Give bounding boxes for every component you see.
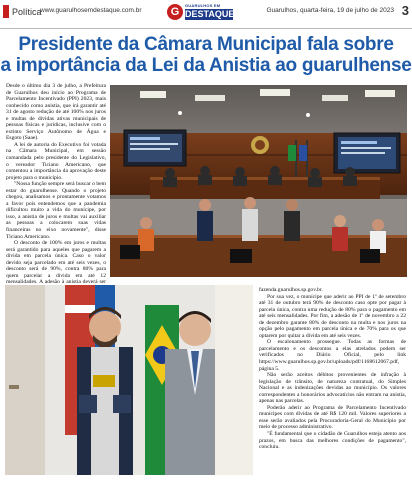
paragraph: Desde o último dia 3 de julho, a Prefeitura de Guarulhos deu início ao Programa de Parcelamento Incentivado (PPI) 2023, mais conhecido como anistia, que irá garantir até 31 de agosto redução de até 100% nos juros e multas de dívidas ativas municipais de pessoas físicas e jurídicas, inclusive com o extinto Serviço Autônomo de Água e Esgoto (Saae).: [6, 83, 106, 142]
portrait-photo-illustration: [5, 285, 253, 475]
paragraph: Não serão aceitos débitos provenientes de infração à legislação de trânsito, de natureza contratual, do Simples Nacional e as indenizações devidas ao município. Os valores correspondentes a honorários advocatícios não entram na anistia, apenas nas parcelas.: [259, 372, 406, 405]
article-left-column: [6, 83, 106, 286]
paragraph: O desconto de 100% em juros e multas será garantido para aqueles que pagarem a dívida em parcela única. Caso o valor devido seja parcelado em até seis vezes, o desconto será de 90%, contra 80% para quem parcelar a dívida em até 12 mensalidades. A adesão à anistia deverá ser: [6, 240, 106, 286]
logo-mark: G: [167, 4, 183, 20]
paragraph: Poderão aderir ao Programa de Parcelamento Incentivado munícipes com dívidas de até R$ 120 mil. Valores superiores a esse serão avaliados pela Procuradoria-Geral do Município por meio de processo administrativo.: [259, 404, 406, 431]
issue-date: Guarulhos, quarta-feira, 19 de julho de 2023: [266, 7, 394, 14]
portrait-photo: [5, 285, 253, 475]
paragraph: O escalonamento prossegue. Todas as formas de parcelamento e os descontos a elas atrelados podem ser verificados no Diário Oficial, pelo link https://www.guarulhos.sp.gov.br/uploads/pdf/1168612067.pdf, página 5.: [259, 339, 406, 372]
site-url[interactable]: www.guarulhosemdestaque.com.br: [40, 7, 142, 14]
chamber-session-photo: [110, 85, 407, 277]
section-label: Política: [12, 7, 42, 17]
chamber-photo-illustration: [110, 85, 407, 277]
paragraph: A lei de autoria do Executivo foi votada na Câmara Municipal, em sessão comandada pelo presidente do Legislativo, o vereador Ticiano Americano, que comentou a importância da aprovação deste projeto para o município.: [6, 141, 106, 181]
paragraph: Por sua vez, o munícipe que aderir ao PPI de 1º de setembro até 31 de outubro terá 90% de desconto caso opte por pagar à parcela única, contra uma redução de 80% para o pagamento em até seis mensalidades. Por fim, a adesão de 1º de novembro a 22 de dezembro garante 80% de desconto na multa e nos juros na opção pelo pagamento em parcela única e de 70% para os que optarem por quitar a dívida em até seis vezes.: [259, 293, 406, 339]
paragraph: "Nossa função sempre será buscar o bem estar do guarulhense. Quando o projeto chegou, analisamos e prontamente votamos a favor pois entendemos que a pandemia dificultou muito a vida do munícipe, por isso, a anistia de juros e multas vai auxiliar as pessoas a colocarem suas vidas financeiras no eixo novamente", disse Ticiano Americano.: [6, 181, 106, 240]
title-line-1: Presidente da Câmara Municipal fala sobre: [18, 34, 394, 55]
newspaper-logo: [167, 2, 233, 26]
paragraph: fazenda.guarulhos.sp.gov.br.: [259, 287, 323, 293]
page-header: [0, 0, 412, 29]
paragraph: "É fundamental que o cidadão de Guarulhos esteja atento aos prazos, em busca das melhores condições de pagamento", concluiu.: [259, 431, 406, 451]
logo-main-text: DESTAQUE: [185, 9, 235, 19]
section-marker: [3, 5, 9, 18]
article-right-column: [259, 287, 406, 477]
page-number: 3: [401, 3, 409, 18]
article-title: [0, 34, 412, 76]
logo-top-text: GUARULHOS EM: [185, 3, 221, 8]
title-line-2: a importância da Lei da Anistia ao guarulhense: [0, 55, 412, 76]
